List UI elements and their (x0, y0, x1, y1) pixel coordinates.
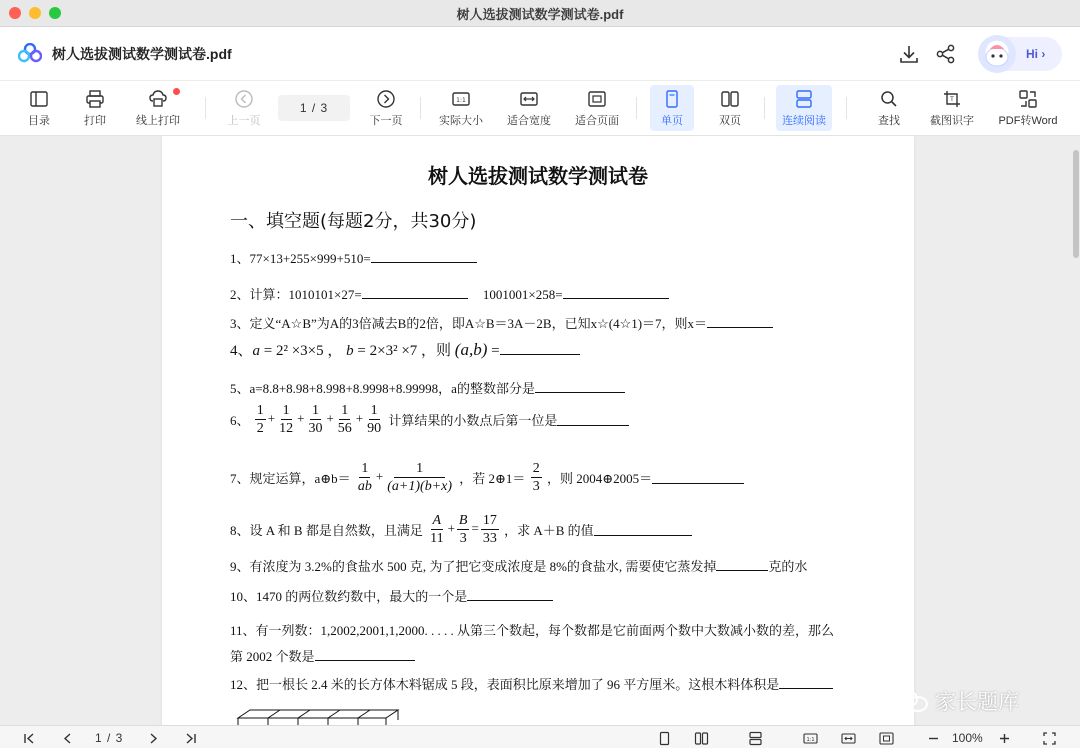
question-10 (230, 586, 553, 605)
single-page-label: 单页 (661, 115, 683, 127)
answer-blank (371, 251, 477, 263)
fit-width-icon (519, 89, 539, 109)
double-page-icon (720, 89, 740, 109)
actual-size-icon (451, 89, 471, 109)
question-1 (230, 248, 477, 267)
toolbar-divider (764, 97, 765, 119)
find-label: 查找 (878, 115, 900, 127)
section-heading: 一、填空题(每题2分，共30分) (230, 211, 477, 232)
gcd-expr: (a,b) (454, 340, 488, 359)
print-button[interactable] (78, 85, 112, 131)
bottom-double-page-button[interactable] (694, 730, 709, 746)
prev-page-label: 上一页 (227, 115, 261, 127)
watermark (895, 686, 1019, 716)
fraction: $\frac{1}{12}$ (279, 403, 294, 436)
question-5 (230, 378, 625, 397)
fullscreen-icon (1042, 731, 1057, 746)
ocr-label: 截图识字 (930, 115, 974, 127)
first-page-button[interactable] (22, 730, 37, 746)
fit-page-icon (879, 731, 894, 746)
var-b: b (346, 343, 354, 359)
answer-blank (716, 559, 768, 571)
toolbar-divider (636, 97, 637, 119)
search-icon (879, 89, 899, 109)
toc-button[interactable] (22, 85, 56, 131)
watermark-text: 家长题库 (935, 690, 1019, 714)
cloud-print-icon (148, 89, 168, 109)
find-button[interactable] (872, 85, 906, 131)
zoom-out-button[interactable] (926, 730, 941, 746)
fraction: $\frac{1}{30}$ (308, 403, 323, 436)
pdf-to-word-icon (1018, 89, 1038, 109)
bottom-actual-size-button[interactable] (803, 730, 818, 746)
question-6: 6、 $\frac{1}{2}$ + $\frac{1}{12}$ + $\frac{1}{30}$ + $\frac{1}{56}$ + $\frac{1}{90}$ 计算结果的小数点后第一位是 (230, 402, 629, 437)
answer-blank (652, 472, 744, 484)
question-3 (230, 313, 773, 332)
toolbar-divider (205, 97, 206, 119)
actual-size-button[interactable] (436, 85, 486, 131)
pdf-page (162, 136, 914, 725)
expr-b: = 2×3² ×7 ，则 (353, 343, 452, 359)
pdf-to-word-button[interactable] (994, 85, 1062, 131)
document-viewer[interactable] (0, 136, 1080, 725)
bottom-fit-width-button[interactable] (841, 730, 856, 746)
question-5-text: 5、a=8.8+8.98+8.998+8.9998+8.99998，a的整数部分是 (230, 381, 535, 396)
prev-page-button[interactable] (224, 85, 264, 131)
actual-size-label: 实际大小 (439, 115, 483, 127)
fraction: $\frac{1}{90}$ (367, 403, 382, 436)
question-8: 8、设 A 和 B 都是自然数，且满足 $\frac{A}{11}$ + $\frac{B}{3}$ = $\frac{17}{33}$ ，求 A＋B 的值 (230, 512, 692, 547)
question-2b-text: 1001001×258= (482, 287, 563, 302)
printer-icon (85, 89, 105, 109)
next-page-button[interactable] (366, 85, 406, 131)
question-6-number: 6、 (230, 413, 250, 428)
bottom-continuous-button[interactable] (748, 730, 763, 746)
fit-width-icon (841, 731, 856, 746)
assistant-button[interactable] (980, 37, 1062, 71)
question-8-text: 8、设 A 和 B 都是自然数，且满足 (230, 523, 423, 538)
screenshot-ocr-icon (942, 89, 962, 109)
close-window-button[interactable] (9, 7, 21, 19)
single-page-button[interactable] (650, 85, 694, 131)
zoom-in-button[interactable] (997, 730, 1012, 746)
svg-text:1:1: 1:1 (806, 736, 815, 743)
fit-page-label: 适合页面 (575, 115, 619, 127)
question-12 (230, 674, 833, 693)
app-header (0, 27, 1080, 81)
fraction: $\frac{1}{56}$ (337, 403, 352, 436)
fit-width-button[interactable] (504, 85, 554, 131)
first-page-icon (22, 731, 37, 746)
question-7-condition: ，若 2⊕1＝ (459, 471, 526, 486)
question-11-continued (230, 646, 415, 665)
svg-text:T: T (950, 96, 954, 103)
download-icon[interactable] (898, 43, 920, 65)
fit-page-button[interactable] (572, 85, 622, 131)
question-11 (230, 620, 834, 639)
fraction: $\frac{1}{2}$ (256, 403, 264, 436)
minimize-window-button[interactable] (29, 7, 41, 19)
last-page-button[interactable] (183, 730, 198, 746)
assistant-avatar-icon (978, 35, 1016, 73)
print-label: 打印 (84, 115, 106, 127)
toolbar (0, 81, 1080, 136)
window-title: 树人选拔测试数学测试卷.pdf (456, 6, 624, 22)
fraction: $\frac{A}{11}$ (430, 513, 444, 546)
fraction: $\frac{17}{33}$ (482, 513, 497, 546)
fullscreen-button[interactable] (1042, 730, 1057, 746)
continuous-reading-icon (794, 89, 814, 109)
expr-a: = 2² ×3×5 ， (260, 343, 343, 359)
question-10-text: 10、1470 的两位数约数中，最大的一个是 (230, 589, 468, 604)
toolbar-divider (420, 97, 421, 119)
notification-dot (173, 88, 180, 95)
next-page-label: 下一页 (369, 115, 403, 127)
bottom-single-page-button[interactable] (657, 730, 672, 746)
toc-icon (29, 89, 49, 109)
chevron-right-icon (146, 731, 161, 746)
answer-blank (557, 414, 629, 426)
fraction: $\frac{B}{3}$ (458, 513, 468, 546)
toc-label: 目录 (28, 115, 50, 127)
question-11-text: 11、有一列数：1,2002,2001,1,2000. . . . . 从第三个数起，每个数都是它前面两个数中大数减小数的差，那么 (230, 623, 835, 638)
fraction: $\frac{1}{ab}$ (357, 461, 372, 494)
chevron-left-icon (60, 731, 75, 746)
actual-size-icon (803, 731, 818, 746)
exam-title: 树人选拔测试数学测试卷 (428, 166, 648, 188)
question-7-text: 7、规定运算，a⊕b＝ (230, 471, 351, 486)
minus-icon (926, 731, 941, 746)
question-7: 7、规定运算，a⊕b＝ $\frac{1}{ab}$ + $\frac{1}{(a+1)(b+x)}$ ，若 2⊕1＝ $\frac{2}{3}$ ，则 2004⊕2005＝ (230, 460, 744, 495)
zoom-window-button[interactable] (49, 7, 61, 19)
svg-text:1:1: 1:1 (456, 97, 466, 104)
fraction: $\frac{2}{3}$ (532, 461, 540, 494)
fit-width-label: 适合宽度 (507, 115, 551, 127)
title-bar (0, 0, 1080, 27)
question-9-suffix: 克的水 (768, 559, 808, 574)
question-2a-text: 2、计算：1010101×27= (230, 287, 362, 302)
answer-blank (594, 524, 692, 536)
share-icon[interactable] (935, 43, 957, 65)
online-print-label: 线上打印 (136, 115, 180, 127)
answer-blank (315, 649, 415, 661)
bottom-fit-page-button[interactable] (879, 730, 894, 746)
pdf-to-word-label: PDF转Word (998, 115, 1058, 127)
document-title: 树人选拔测试数学测试卷.pdf (52, 46, 232, 62)
question-9 (230, 556, 807, 575)
question-1-text: 1、77×13+255×999+510= (230, 251, 371, 266)
question-11-text-2: 第 2002 个数是 (230, 649, 315, 664)
question-9-text: 9、有浓度为 3.2%的食盐水 500 克, 为了把它变成浓度是 8%的食盐水, 需要使它蒸发掉 (230, 559, 717, 574)
zoom-level[interactable]: 100% (952, 731, 983, 745)
answer-blank (362, 287, 468, 299)
answer-blank (535, 381, 625, 393)
vertical-scrollbar[interactable] (1073, 150, 1079, 258)
question-12-text: 12、把一根长 2.4 米的长方体木料锯成 5 段，表面积比原来增加了 96 平方厘米。这根木料体积是 (230, 677, 780, 692)
question-6-text: 计算结果的小数点后第一位是 (388, 413, 558, 428)
double-page-label: 双页 (719, 115, 741, 127)
question-7-ask: ，则 2004⊕2005＝ (546, 471, 653, 486)
app-logo-icon (18, 43, 42, 63)
fraction: $\frac{1}{(a+1)(b+x)}$ (387, 461, 453, 494)
question-4-number: 4、 (230, 343, 253, 359)
question-8-ask: ，求 A＋B 的值 (504, 523, 594, 538)
plus-icon (997, 731, 1012, 746)
chevron-right-circle-icon (376, 89, 396, 109)
single-page-icon (657, 731, 672, 746)
window-controls (9, 7, 61, 19)
page-number-input[interactable]: 1 / 3 (278, 95, 350, 121)
continuous-reading-button[interactable] (776, 85, 832, 131)
last-page-icon (183, 731, 198, 746)
answer-blank (500, 343, 580, 355)
toolbar-divider (846, 97, 847, 119)
answer-blank (563, 287, 669, 299)
continuous-reading-label: 连续阅读 (782, 115, 826, 127)
bottom-prev-button[interactable] (60, 730, 75, 746)
bottom-page-indicator[interactable]: 1 / 3 (95, 731, 124, 745)
single-page-icon (662, 89, 682, 109)
assistant-label: Hi › (1026, 47, 1046, 61)
wood-block-figure (236, 706, 406, 725)
double-page-icon (694, 731, 709, 746)
status-bar (0, 725, 1080, 748)
bottom-next-button[interactable] (146, 730, 161, 746)
question-4 (230, 339, 580, 360)
answer-blank (779, 677, 833, 689)
ocr-button[interactable] (926, 85, 978, 131)
chevron-left-circle-icon (234, 89, 254, 109)
question-3-text: 3、定义“A☆B”为A的3倍减去B的2倍，即A☆B＝3A－2B，已知x☆(4☆1)＝7，则x＝ (230, 316, 708, 331)
answer-blank (707, 316, 773, 328)
var-a: a (252, 343, 261, 359)
double-page-button[interactable] (708, 85, 752, 131)
fit-page-icon (587, 89, 607, 109)
question-2 (230, 284, 669, 303)
wechat-icon (895, 688, 929, 714)
answer-blank (467, 589, 553, 601)
equals: = (487, 343, 500, 359)
continuous-reading-icon (748, 731, 763, 746)
